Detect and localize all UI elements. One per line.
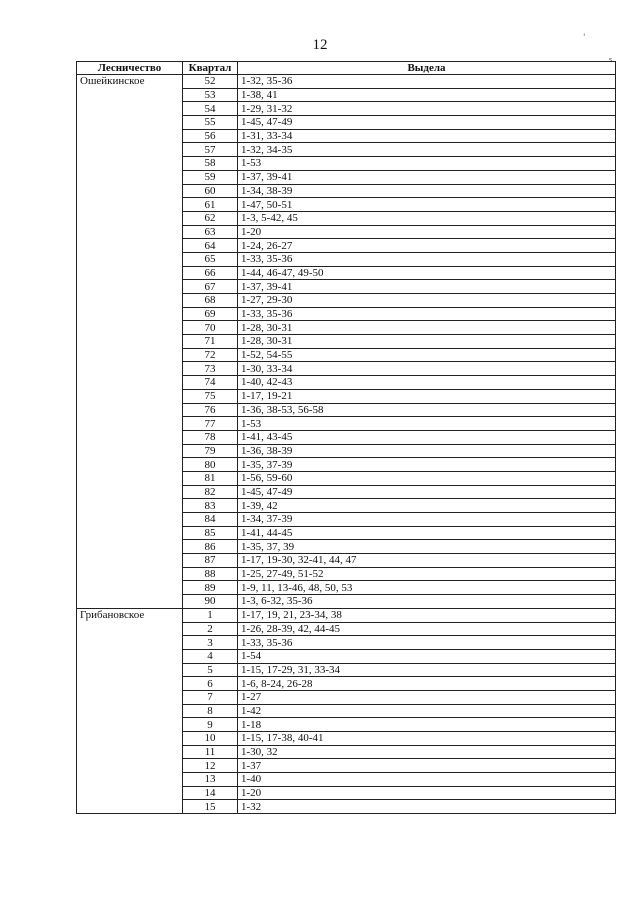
forestry-cell xyxy=(77,198,183,212)
quarter-number: 7 xyxy=(183,690,238,704)
section-list: 1-37 xyxy=(238,759,616,773)
forestry-cell xyxy=(77,663,183,677)
section-list: 1-32 xyxy=(238,800,616,814)
section-list: 1-15, 17-38, 40-41 xyxy=(238,732,616,746)
section-list: 1-34, 37-39 xyxy=(238,513,616,527)
quarter-number: 54 xyxy=(183,102,238,116)
table-row xyxy=(77,800,616,814)
section-list: 1-33, 35-36 xyxy=(238,307,616,321)
table-row xyxy=(77,485,616,499)
section-list: 1-3, 5-42, 45 xyxy=(238,211,616,225)
quarter-number: 67 xyxy=(183,280,238,294)
forestry-cell xyxy=(77,690,183,704)
section-list: 1-29, 31-32 xyxy=(238,102,616,116)
section-list: 1-20 xyxy=(238,225,616,239)
forestry-cell xyxy=(77,759,183,773)
section-list: 1-36, 38-53, 56-58 xyxy=(238,403,616,417)
section-list: 1-9, 11, 13-46, 48, 50, 53 xyxy=(238,581,616,595)
forestry-cell xyxy=(77,239,183,253)
forestry-cell xyxy=(77,444,183,458)
quarter-number: 6 xyxy=(183,677,238,691)
table-row xyxy=(77,458,616,472)
forestry-cell xyxy=(77,225,183,239)
section-list: 1-32, 34-35 xyxy=(238,143,616,157)
quarter-number: 15 xyxy=(183,800,238,814)
quarter-number: 80 xyxy=(183,458,238,472)
section-list: 1-18 xyxy=(238,718,616,732)
quarter-number: 14 xyxy=(183,786,238,800)
section-list: 1-26, 28-39, 42, 44-45 xyxy=(238,622,616,636)
quarter-number: 59 xyxy=(183,170,238,184)
forestry-cell xyxy=(77,170,183,184)
quarter-number: 55 xyxy=(183,116,238,130)
forestry-cell xyxy=(77,321,183,335)
forestry-cell xyxy=(77,786,183,800)
section-list: 1-24, 26-27 xyxy=(238,239,616,253)
quarter-number: 83 xyxy=(183,499,238,513)
table-row xyxy=(77,513,616,527)
section-list: 1-47, 50-51 xyxy=(238,198,616,212)
table-row xyxy=(77,636,616,650)
table-row xyxy=(77,759,616,773)
forestry-cell xyxy=(77,252,183,266)
table-row xyxy=(77,704,616,718)
forestry-cell xyxy=(77,266,183,280)
table-row xyxy=(77,335,616,349)
forestry-cell xyxy=(77,732,183,746)
quarter-number: 65 xyxy=(183,252,238,266)
section-list: 1-45, 47-49 xyxy=(238,485,616,499)
forestry-cell xyxy=(77,649,183,663)
table-row xyxy=(77,526,616,540)
table-row xyxy=(77,608,616,622)
section-list: 1-34, 38-39 xyxy=(238,184,616,198)
section-list: 1-28, 30-31 xyxy=(238,321,616,335)
forestry-cell xyxy=(77,211,183,225)
quarter-number: 63 xyxy=(183,225,238,239)
table-row xyxy=(77,786,616,800)
page-number: 12 xyxy=(312,37,328,53)
forestry-cell xyxy=(77,348,183,362)
table-row xyxy=(77,143,616,157)
quarter-number: 62 xyxy=(183,211,238,225)
table-row xyxy=(77,129,616,143)
table-row xyxy=(77,307,616,321)
table-row xyxy=(77,540,616,554)
section-list: 1-30, 33-34 xyxy=(238,362,616,376)
forestry-cell xyxy=(77,280,183,294)
section-list: 1-52, 54-55 xyxy=(238,348,616,362)
section-list: 1-40, 42-43 xyxy=(238,376,616,390)
table-row xyxy=(77,362,616,376)
quarter-number: 76 xyxy=(183,403,238,417)
table-row xyxy=(77,444,616,458)
section-list: 1-36, 38-39 xyxy=(238,444,616,458)
section-list: 1-39, 42 xyxy=(238,499,616,513)
table-row xyxy=(77,294,616,308)
quarter-number: 89 xyxy=(183,581,238,595)
section-list: 1-27, 29-30 xyxy=(238,294,616,308)
quarter-number: 9 xyxy=(183,718,238,732)
forestry-cell xyxy=(77,800,183,814)
quarter-number: 85 xyxy=(183,526,238,540)
table-row xyxy=(77,170,616,184)
forestry-cell xyxy=(77,376,183,390)
section-list: 1-15, 17-29, 31, 33-34 xyxy=(238,663,616,677)
forestry-name: Грибановское xyxy=(77,608,183,622)
quarter-number: 61 xyxy=(183,198,238,212)
section-list: 1-37, 39-41 xyxy=(238,280,616,294)
table-row xyxy=(77,554,616,568)
forestry-cell xyxy=(77,745,183,759)
quarter-number: 84 xyxy=(183,513,238,527)
header-sections: Выдела xyxy=(238,62,616,75)
forestry-cell xyxy=(77,430,183,444)
forestry-cell xyxy=(77,417,183,431)
section-list: 1-42 xyxy=(238,704,616,718)
section-list: 1-53 xyxy=(238,417,616,431)
section-list: 1-33, 35-36 xyxy=(238,252,616,266)
forestry-cell xyxy=(77,184,183,198)
section-list: 1-28, 30-31 xyxy=(238,335,616,349)
section-list: 1-45, 47-49 xyxy=(238,116,616,130)
table-row xyxy=(77,430,616,444)
section-list: 1-35, 37, 39 xyxy=(238,540,616,554)
forestry-cell xyxy=(77,677,183,691)
table-row xyxy=(77,389,616,403)
table-row xyxy=(77,211,616,225)
quarter-number: 78 xyxy=(183,430,238,444)
forestry-cell xyxy=(77,513,183,527)
table-row xyxy=(77,116,616,130)
section-list: 1-37, 39-41 xyxy=(238,170,616,184)
table-row xyxy=(77,471,616,485)
forestry-cell xyxy=(77,143,183,157)
table-row xyxy=(77,266,616,280)
quarter-number: 69 xyxy=(183,307,238,321)
forestry-cell xyxy=(77,773,183,787)
forestry-cell xyxy=(77,636,183,650)
quarter-number: 73 xyxy=(183,362,238,376)
forestry-cell xyxy=(77,622,183,636)
forestry-cell xyxy=(77,116,183,130)
quarter-number: 71 xyxy=(183,335,238,349)
quarter-number: 56 xyxy=(183,129,238,143)
forestry-cell xyxy=(77,540,183,554)
section-list: 1-17, 19-21 xyxy=(238,389,616,403)
forestry-cell xyxy=(77,102,183,116)
forestry-cell xyxy=(77,458,183,472)
forestry-cell xyxy=(77,362,183,376)
quarter-number: 3 xyxy=(183,636,238,650)
section-list: 1-40 xyxy=(238,773,616,787)
header-forestry: Лесничество xyxy=(77,62,183,75)
quarter-number: 12 xyxy=(183,759,238,773)
quarter-number: 57 xyxy=(183,143,238,157)
quarter-number: 60 xyxy=(183,184,238,198)
table-row xyxy=(77,677,616,691)
section-list: 1-31, 33-34 xyxy=(238,129,616,143)
section-list: 1-27 xyxy=(238,690,616,704)
forestry-cell xyxy=(77,307,183,321)
section-list: 1-35, 37-39 xyxy=(238,458,616,472)
quarter-number: 53 xyxy=(183,88,238,102)
quarter-number: 4 xyxy=(183,649,238,663)
table-row xyxy=(77,75,616,89)
quarter-number: 13 xyxy=(183,773,238,787)
table-row xyxy=(77,88,616,102)
section-list: 1-20 xyxy=(238,786,616,800)
quarter-number: 70 xyxy=(183,321,238,335)
quarter-number: 58 xyxy=(183,157,238,171)
section-list: 1-53 xyxy=(238,157,616,171)
section-list: 1-56, 59-60 xyxy=(238,471,616,485)
quarter-number: 87 xyxy=(183,554,238,568)
scan-mark: s xyxy=(609,55,613,64)
table-row xyxy=(77,622,616,636)
forestry-name: Ошейкинское xyxy=(77,75,183,89)
quarter-number: 10 xyxy=(183,732,238,746)
forestry-cell xyxy=(77,499,183,513)
table-row xyxy=(77,280,616,294)
section-list: 1-17, 19-30, 32-41, 44, 47 xyxy=(238,554,616,568)
forest-sections-table xyxy=(76,61,616,814)
table-row xyxy=(77,198,616,212)
quarter-number: 8 xyxy=(183,704,238,718)
section-list: 1-33, 35-36 xyxy=(238,636,616,650)
quarter-number: 11 xyxy=(183,745,238,759)
quarter-number: 5 xyxy=(183,663,238,677)
table-row xyxy=(77,348,616,362)
forestry-cell xyxy=(77,581,183,595)
table-body xyxy=(77,75,616,814)
quarter-number: 52 xyxy=(183,75,238,89)
table-row xyxy=(77,252,616,266)
scan-mark: ‘ xyxy=(583,32,586,41)
forestry-cell xyxy=(77,595,183,609)
table-row xyxy=(77,690,616,704)
forestry-cell xyxy=(77,554,183,568)
section-list: 1-30, 32 xyxy=(238,745,616,759)
forestry-cell xyxy=(77,157,183,171)
table-row xyxy=(77,225,616,239)
forestry-cell xyxy=(77,335,183,349)
forestry-cell xyxy=(77,88,183,102)
section-list: 1-25, 27-49, 51-52 xyxy=(238,567,616,581)
forestry-cell xyxy=(77,704,183,718)
table-row xyxy=(77,376,616,390)
section-list: 1-32, 35-36 xyxy=(238,75,616,89)
forestry-cell xyxy=(77,403,183,417)
section-list: 1-6, 8-24, 26-28 xyxy=(238,677,616,691)
quarter-number: 68 xyxy=(183,294,238,308)
quarter-number: 75 xyxy=(183,389,238,403)
header-quarter: Квартал xyxy=(183,62,238,75)
quarter-number: 74 xyxy=(183,376,238,390)
table-row xyxy=(77,745,616,759)
quarter-number: 2 xyxy=(183,622,238,636)
forestry-cell xyxy=(77,471,183,485)
quarter-number: 72 xyxy=(183,348,238,362)
section-list: 1-54 xyxy=(238,649,616,663)
table-row xyxy=(77,773,616,787)
table-row xyxy=(77,499,616,513)
table-row xyxy=(77,321,616,335)
quarter-number: 1 xyxy=(183,608,238,622)
table-row xyxy=(77,184,616,198)
forestry-cell xyxy=(77,718,183,732)
quarter-number: 81 xyxy=(183,471,238,485)
forestry-cell xyxy=(77,294,183,308)
section-list: 1-41, 43-45 xyxy=(238,430,616,444)
quarter-number: 86 xyxy=(183,540,238,554)
quarter-number: 66 xyxy=(183,266,238,280)
section-list: 1-17, 19, 21, 23-34, 38 xyxy=(238,608,616,622)
table-row xyxy=(77,649,616,663)
table-row xyxy=(77,718,616,732)
table-row xyxy=(77,403,616,417)
table-row xyxy=(77,663,616,677)
quarter-number: 90 xyxy=(183,595,238,609)
table-row xyxy=(77,567,616,581)
forestry-cell xyxy=(77,389,183,403)
quarter-number: 79 xyxy=(183,444,238,458)
forestry-cell xyxy=(77,567,183,581)
section-list: 1-3, 6-32, 35-36 xyxy=(238,595,616,609)
forestry-cell xyxy=(77,526,183,540)
quarter-number: 77 xyxy=(183,417,238,431)
forestry-cell xyxy=(77,485,183,499)
table-row xyxy=(77,581,616,595)
table-header-row xyxy=(77,62,616,75)
section-list: 1-44, 46-47, 49-50 xyxy=(238,266,616,280)
quarter-number: 82 xyxy=(183,485,238,499)
table-row xyxy=(77,157,616,171)
table-row xyxy=(77,417,616,431)
table-row xyxy=(77,595,616,609)
table-row xyxy=(77,239,616,253)
forestry-cell xyxy=(77,129,183,143)
table-row xyxy=(77,732,616,746)
table-row xyxy=(77,102,616,116)
section-list: 1-38, 41 xyxy=(238,88,616,102)
section-list: 1-41, 44-45 xyxy=(238,526,616,540)
quarter-number: 88 xyxy=(183,567,238,581)
quarter-number: 64 xyxy=(183,239,238,253)
